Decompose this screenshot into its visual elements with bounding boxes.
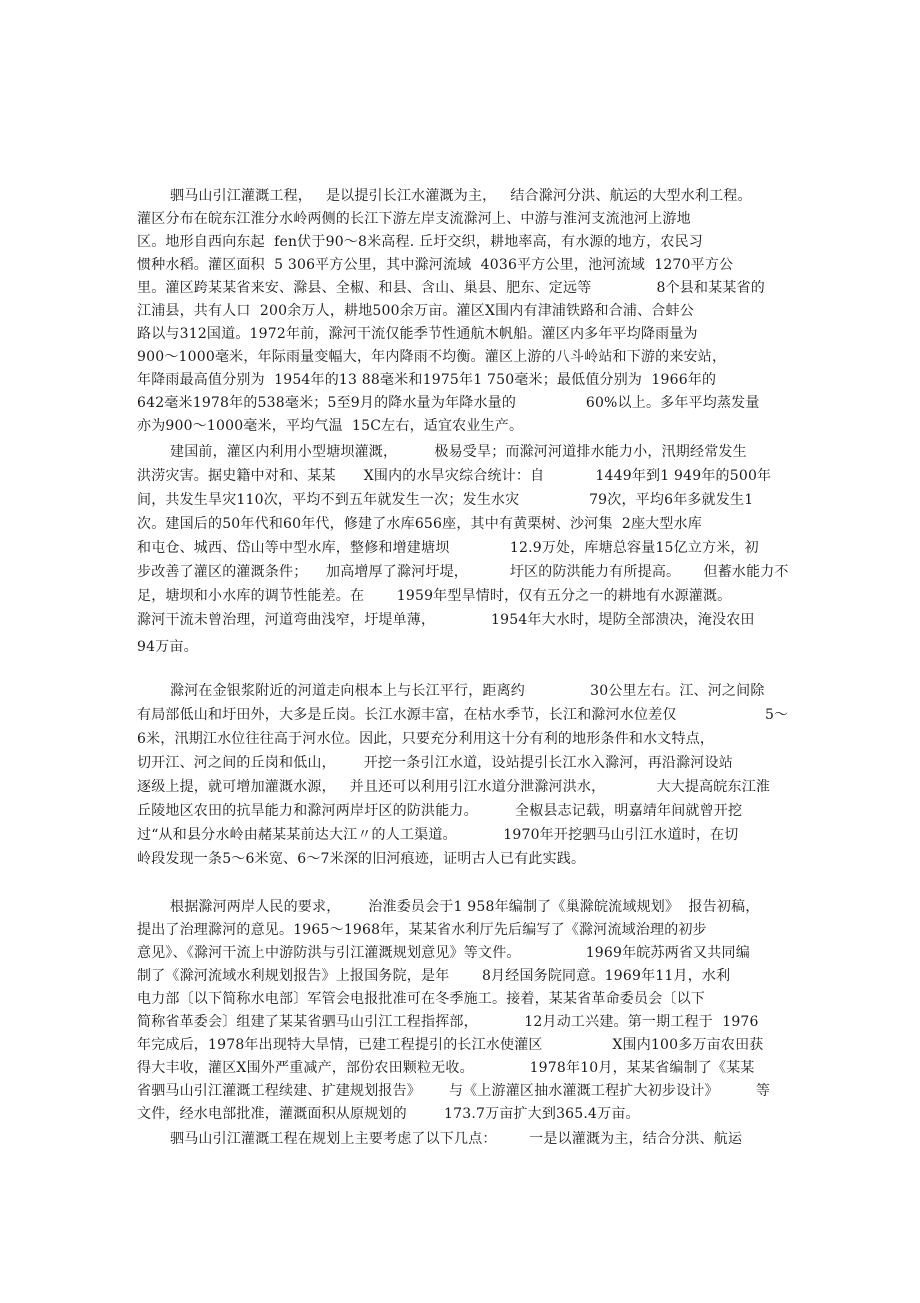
text-line: 简称省革委会〕组建了某某省驷马山引江工程指挥部， 12月动工兴建。第一期工程于 1976	[137, 1014, 759, 1030]
text-line: 年降雨最高值分别为 1954年的13 88毫米和1975年1 750毫米；最低值分别为 1966年的	[137, 372, 717, 388]
text-line: 惯种水稻。灌区面积 5 306平方公里，其中滁河流域 4036平方公里，池河流域 1270平方公	[137, 257, 734, 273]
text-line: 逐级上提，就可增加灌溉水源， 并且还可以利用引江水道分泄滁河洪水， 大大提高皖东江淮	[137, 779, 771, 795]
text-line: 次。建国后的50年代和60年代，修建了水库656座，其中有黄栗树、沙河集 2座大型水库	[137, 516, 702, 532]
text-line: 间，共发生旱灾110次，平均不到五年就发生一次；发生水灾 79次，平均6年多就发生1	[137, 492, 754, 508]
text-line: 900～1000毫米，年际雨量变幅大，年内降雨不均衡。灌区上游的八斗岭站和下游的来安站，	[137, 349, 727, 365]
text-line: 提出了治理滁河的意见。1965～1968年，某某省水利厅先后编写了《滁河流域治理的初步	[137, 922, 707, 938]
text-line: 切开江、河之间的丘岗和低山， 开挖一条引江水道，设站提引长江水入滁河，再沿滁河设站	[137, 755, 733, 771]
text-line: 江浦县，共有人口 200余万人，耕地500余万亩。灌区X围内有津浦铁路和合浦、合蚌公	[137, 303, 694, 319]
text-line: 根据滁河两岸人民的要求， 治淮委员会于1 958年编制了《巢滁皖流域规划》 报告初稿，	[170, 899, 760, 915]
text-line: 滁河干流未曾治理，河道弯曲浅窄，圩堤单薄， 1954年大水时，堤防全部溃决，淹没农田	[137, 612, 755, 628]
text-line: 灌区分布在皖东江淮分水岭两侧的长江下游左岸支流滁河上、中游与淮河支流池河上游地	[137, 211, 691, 227]
text-line: 省驷马山引江灌溉工程续建、扩建规划报告》 与《上游灌区抽水灌溉工程扩大初步设计》 等	[137, 1083, 771, 1099]
text-line: 642毫米1978年的538毫米；5至9月的降水量为年降水量的 60%以上。多年平均蒸发量	[137, 395, 760, 411]
text-line: 制了《滁河流域水利规划报告》上报国务院，是年 8月经国务院同意。1969年11月，水利	[137, 968, 731, 984]
text-line: 岭段发现一条5～6米宽、6～7米深的旧河痕迹，证明古人已有此实践。	[137, 851, 586, 867]
text-line: 得大丰收，灌区X围外严重减产，部份农田颗粒无收。 1978年10月，某某省编制了《某某	[137, 1060, 755, 1076]
text-line: 有局部低山和圩田外，大多是丘岗。长江水源丰富，在枯水季节，长江和滁河水位差仅 5～	[137, 707, 789, 723]
text-line: 步改善了灌区的灌溉条件； 加高增厚了滁河圩堤， 圩区的防洪能力有所提高。 但蓄水能力不	[137, 564, 789, 580]
text-line: 94万亩。	[137, 639, 198, 655]
text-line: 6米，汛期江水位往往高于河水位。因此，只要充分利用这十分有利的地形条件和水文特点，	[137, 731, 715, 747]
text-line: 洪涝灾害。据史籍中对和、某某 X围内的水旱灾综合统计：自 1449年到1 949年的500年	[137, 468, 772, 484]
text-line: 驷马山引江灌溉工程， 是以提引长江水灌溉为主， 结合滁河分洪、航运的大型水利工程。	[170, 188, 752, 204]
text-line: 足，塘坝和小水库的调节性能差。在 1959年型旱情时，仅有五分之一的耕地有水源灌溉。	[137, 588, 732, 604]
text-line: 文件，经水电部批准，灌溉面积从原规划的 173.7万亩扩大到365.4万亩。	[137, 1106, 640, 1122]
text-line: 丘陵地区农田的抗旱能力和滁河两岸圩区的防洪能力。 全椒县志记载，明嘉靖年间就曾开挖	[137, 803, 743, 819]
text-line: 区。地形自西向东起 fen伏于90～8米高程. 丘圩交织，耕地率高，有水源的地方，农民习	[137, 234, 704, 250]
text-line: 电力部〔以下简称水电部〕军管会电报批准可在冬季施工。接着，某某省革命委员会〔以下	[137, 991, 705, 1007]
text-line: 年完成后，1978年出现特大旱情，已建工程提引的长江水使灌区 X围内100多万亩农田获	[137, 1037, 764, 1053]
text-line: 亦为900～1000毫米，平均气温 15C左右，适宜农业生产。	[137, 418, 524, 434]
text-line: 过“从和县分水岭由赭某某前达大江〃的人工渠道。 1970年开挖驷马山引江水道时，在切	[137, 827, 739, 843]
text-line: 驷马山引江灌溉工程在规划上主要考虑了以下几点： 一是以灌溉为主，结合分洪、航运	[170, 1131, 743, 1147]
text-line: 路以与312国道。1972年前，滁河干流仅能季节性通航木帆船。灌区内多年平均降雨量为	[137, 326, 698, 342]
text-line: 建国前，灌区内利用小型塘坝灌溉， 极易受旱；而滁河河道排水能力小，汛期经常发生	[170, 444, 747, 460]
text-line: 和屯仓、城西、岱山等中型水库，整修和增建塘坝 12.9万处，库塘总容量15亿立方米，初	[137, 540, 759, 556]
text-line: 里。灌区跨某某省来安、滁县、全椒、和县、含山、巢县、肥东、定远等 8个县和某某省的	[137, 280, 766, 296]
text-line: 意见》、《滁河干流上中游防洪与引江灌溉规划意见》等文件。 1969年皖苏两省又共同编	[137, 945, 750, 961]
text-line: 滁河在金银浆附近的河道走向根本上与长江平行，距离约 30公里左右。江、河之间除	[170, 683, 765, 699]
